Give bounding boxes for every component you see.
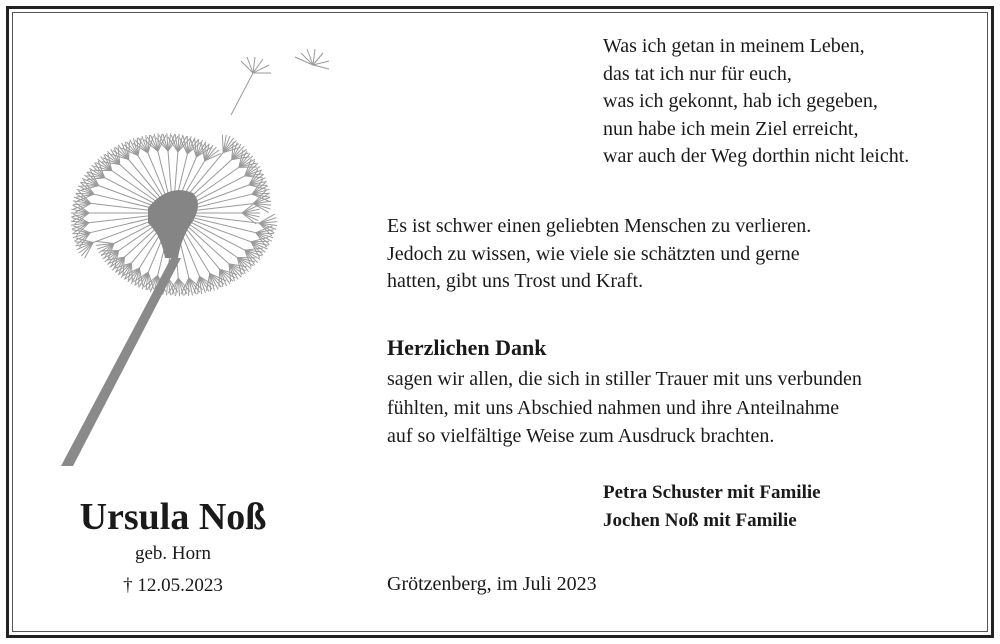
quote: [387, 213, 811, 296]
maiden-name: geb. Horn: [135, 543, 211, 564]
thanks-heading: Herzlichen Dank: [387, 335, 547, 360]
death-date: † 12.05.2023: [123, 575, 223, 596]
signer: Jochen Noß mit Familie: [603, 510, 797, 531]
thanks-line: sagen wir allen, die sich in stiller Trauer mit uns verbunden: [387, 368, 862, 390]
poem-line: Was ich getan in meinem Leben,: [603, 35, 865, 57]
poem-line: das tat ich nur für euch,: [603, 62, 792, 85]
deceased-name: Ursula Noß: [79, 496, 267, 538]
thanks-text: [387, 365, 862, 451]
place-date: Grötzenberg, im Juli 2023: [387, 573, 597, 595]
poem-line: nun habe ich mein Ziel erreicht,: [603, 117, 859, 140]
quote-line: Jedoch zu wissen, wie viele sie schätzten und gerne: [387, 242, 800, 265]
dandelion-icon: [53, 43, 343, 468]
quote-line: hatten, gibt uns Trost und Kraft.: [387, 270, 644, 292]
thanks-line: auf so vielfältige Weise zum Ausdruck brachten.: [387, 425, 775, 447]
poem-line: was ich gekonnt, hab ich gegeben,: [603, 90, 878, 112]
poem-line: war auch der Weg dorthin nicht leicht.: [603, 145, 910, 167]
obituary-card: [6, 6, 994, 638]
inner-frame: [12, 12, 988, 632]
poem: [603, 33, 909, 171]
signers: [603, 479, 821, 535]
thanks-line: fühlten, mit uns Abschied nahmen und ihre Anteilnahme: [387, 396, 840, 419]
signer: Petra Schuster mit Familie: [603, 482, 821, 503]
quote-line: Es ist schwer einen geliebten Menschen zu verlieren.: [387, 215, 812, 237]
